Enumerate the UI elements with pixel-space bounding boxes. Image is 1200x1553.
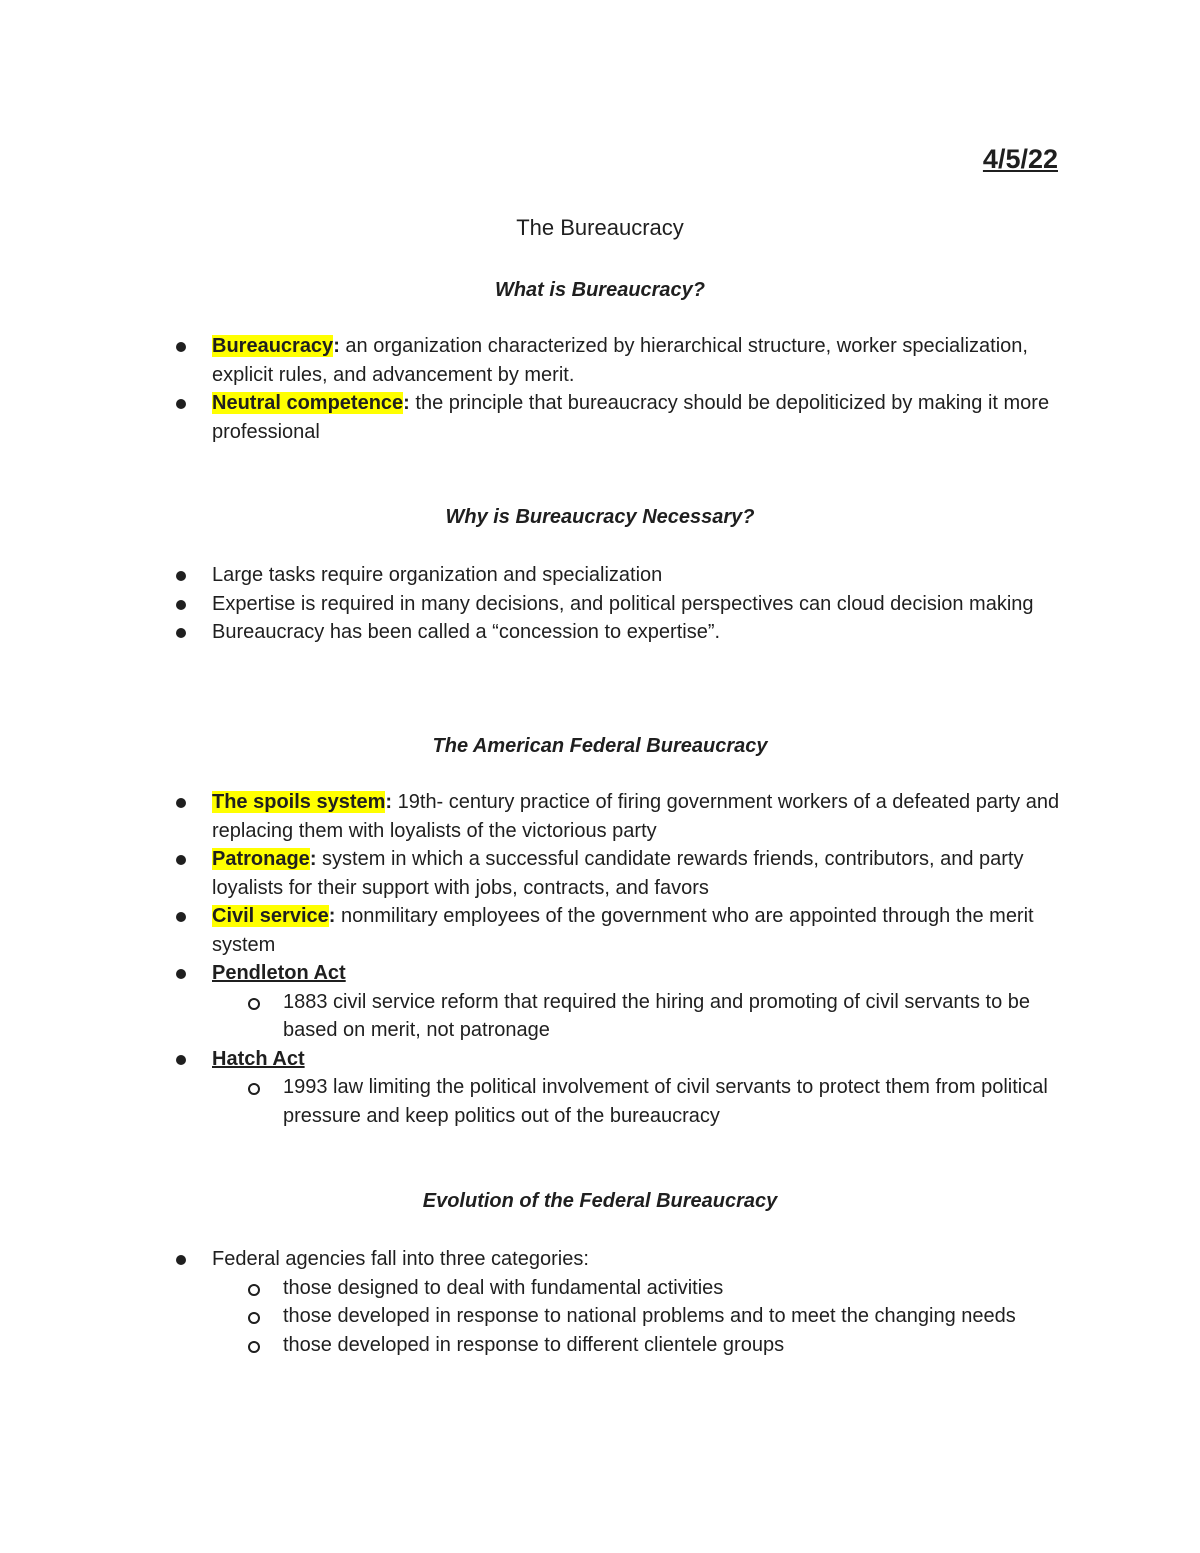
item-text: Large tasks require organization and specialization	[212, 564, 663, 586]
sub-list	[212, 1274, 1072, 1360]
term-colon: :	[333, 335, 340, 357]
list-item	[0, 389, 1072, 446]
bullet-icon	[176, 1255, 186, 1265]
bullet-icon	[176, 912, 186, 922]
bullet-icon	[176, 969, 186, 979]
sub-item-text: those developed in response to national problems and to meet the changing needs	[283, 1305, 1016, 1327]
definition-text: 19th- century practice of firing government workers of a defeated party and replacing them with loyalists of the victorious party	[212, 791, 1060, 842]
definition-text: an organization characterized by hierarchical structure, worker specialization, explicit rules, and advancement by merit.	[212, 335, 1028, 386]
hollow-bullet-icon	[248, 998, 260, 1010]
list-item	[0, 618, 1072, 647]
term-label: The spoils system	[212, 791, 386, 813]
list-item	[0, 590, 1072, 619]
sub-list	[212, 1073, 1072, 1130]
bullet-icon	[176, 571, 186, 581]
term-label-hatch-act: Hatch Act	[212, 1047, 305, 1070]
hollow-bullet-icon	[248, 1083, 260, 1095]
sub-list-item	[212, 1073, 1072, 1130]
definition-text: nonmilitary employees of the government who are appointed through the merit system	[212, 905, 1034, 956]
bullet-icon	[176, 399, 186, 409]
sub-item-text: 1993 law limiting the political involvement of civil servants to protect them from political pressure and keep politics out of the bureaucracy	[283, 1076, 1048, 1127]
bullet-icon	[176, 600, 186, 610]
sub-list-item	[212, 1274, 1072, 1303]
sub-list-item	[212, 1331, 1072, 1360]
list-item	[0, 1245, 1072, 1359]
section-heading-why-necessary: Why is Bureaucracy Necessary?	[445, 506, 755, 528]
item-text: Expertise is required in many decisions, and political perspectives can cloud decision making	[212, 592, 1034, 615]
bullet-list-definitions	[0, 332, 1072, 446]
definition-text: the principle that bureaucracy should be depoliticized by making it more professional	[212, 392, 1050, 443]
item-text: Bureaucracy has been called a “concession to expertise”.	[212, 621, 721, 643]
term-colon: :	[403, 392, 410, 414]
sub-item-text: those designed to deal with fundamental activities	[283, 1276, 724, 1299]
note-date: 4/5/22	[982, 144, 1058, 174]
bullet-list-federal-terms	[0, 788, 1072, 1130]
hollow-bullet-icon	[248, 1341, 260, 1353]
term-label: Patronage	[212, 848, 310, 870]
hollow-bullet-icon	[248, 1312, 260, 1324]
list-item	[0, 788, 1072, 845]
page-title: The Bureaucracy	[516, 215, 684, 240]
bullet-icon	[176, 342, 186, 352]
item-text: Federal agencies fall into three categories:	[212, 1248, 589, 1270]
bullet-list-evolution	[0, 1245, 1072, 1359]
term-label: Bureaucracy	[212, 335, 334, 357]
bullet-icon	[176, 1055, 186, 1065]
list-item	[0, 959, 1072, 1045]
sub-list	[212, 988, 1072, 1045]
section-heading-evolution: Evolution of the Federal Bureaucracy	[422, 1190, 778, 1212]
term-label-pendleton-act: Pendleton Act	[212, 962, 346, 984]
bullet-icon	[176, 798, 186, 808]
list-item	[0, 845, 1072, 902]
sub-item-text: those developed in response to different clientele groups	[283, 1333, 785, 1356]
hollow-bullet-icon	[248, 1284, 260, 1296]
list-item	[0, 1045, 1072, 1131]
bullet-icon	[176, 855, 186, 865]
bullet-list-reasons	[0, 561, 1072, 647]
sub-list-item	[212, 988, 1072, 1045]
bullet-icon	[176, 628, 186, 638]
term-colon: :	[309, 848, 317, 870]
sub-item-text: 1883 civil service reform that required the hiring and promoting of civil servants to be based on merit, not patronage	[283, 990, 1031, 1041]
section-heading-american-federal: The American Federal Bureaucracy	[432, 735, 768, 757]
sub-list-item	[212, 1302, 1072, 1331]
term-colon: :	[385, 791, 393, 813]
section-heading-what-is-bureaucracy: What is Bureaucracy?	[494, 279, 706, 301]
definition-text: system in which a successful candidate rewards friends, contributors, and party loyalists for their support with jobs, contracts, and favors	[212, 848, 1024, 899]
term-label: Neutral competence	[212, 392, 404, 414]
term-colon: :	[328, 905, 336, 927]
term-label: Civil service	[212, 905, 329, 927]
list-item	[0, 561, 1072, 590]
list-item	[0, 902, 1072, 959]
list-item	[0, 332, 1072, 389]
